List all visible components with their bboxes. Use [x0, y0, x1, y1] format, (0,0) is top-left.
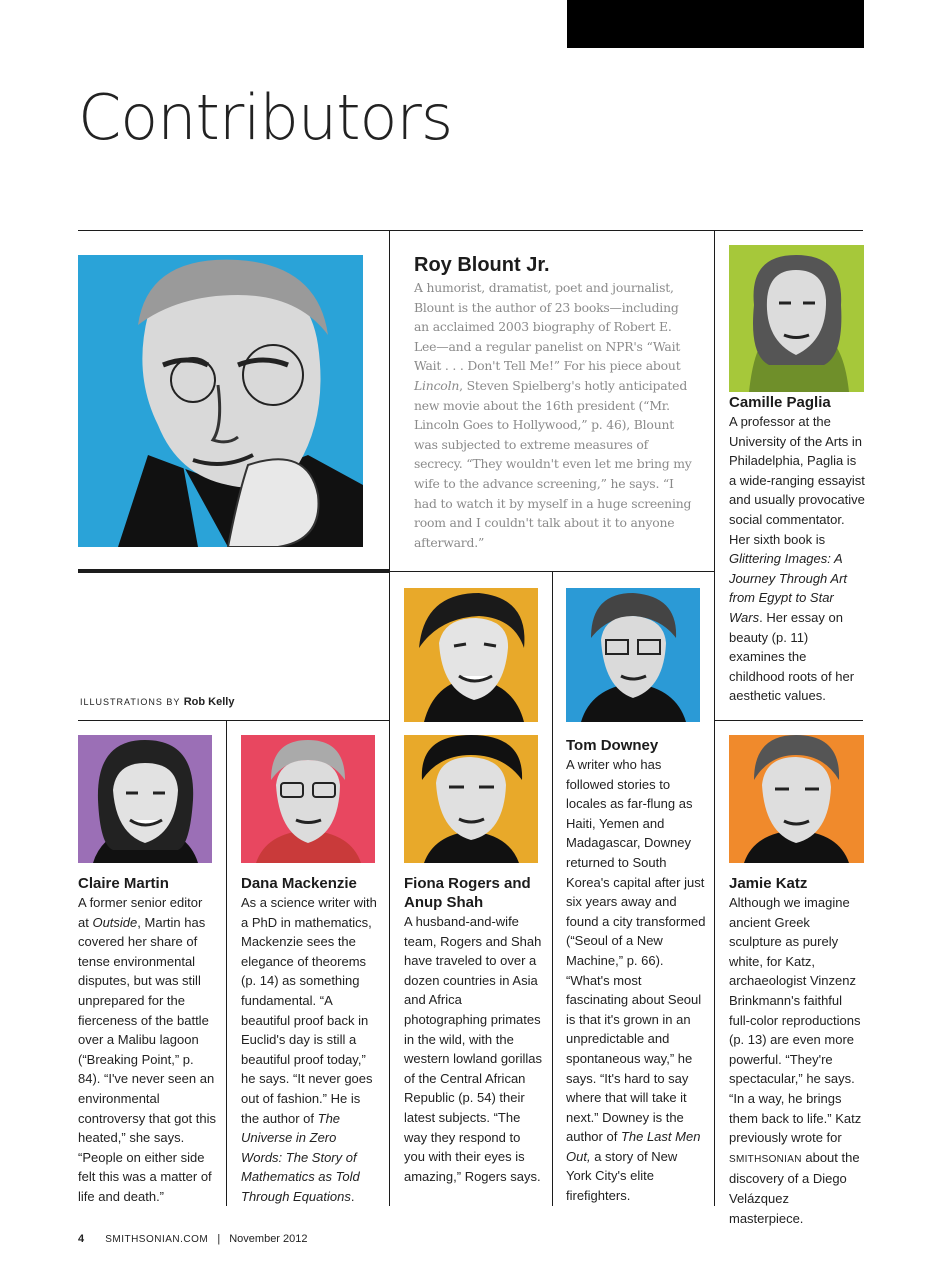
fiona-bio: A husband-and-wife team, Rogers and Shah have traveled to over a dozen countries in Asia and Africa photographing primates in the wild, with the western lowland gorillas of the Central African Republic (p. 54) their latest subjects. “The way they respond to you with their eyes is amazing,” Rogers says. [404, 914, 543, 1184]
fiona-name: Fiona Rogers and Anup Shah [404, 875, 531, 911]
camille-name: Camille Paglia [729, 394, 831, 411]
roy-bio-a: A humorist, dramatist, poet and journalist, Blount is the author of 23 books—including an acclaimed 2003 biography of Robert E. Lee—and a regular panelist on NPR's “Wait Wait . . . Don't Tell Me!” For his piece about [414, 280, 681, 374]
rule-top [78, 230, 863, 231]
tom-bio-em: The Last Men Out, [566, 1129, 701, 1164]
claire-bio-em: Outside [92, 914, 138, 930]
jamie-name: Jamie Katz [729, 875, 808, 892]
fiona-entry [404, 874, 542, 1186]
rule-fiona-tom [552, 571, 553, 1206]
illustration-credit [80, 696, 234, 708]
tom-bio-a: A writer who has followed stories to locales as far-flung as Haiti, Yemen and Madagascar, Downey returned to South Korea's capital after just six years away and found a city transformed (“Seoul of a New Machine,” p. 66). “What's most fascinating about Seoul is that it's grown in an unpredictable and spontaneous way,” he says. “It's hard to say where that will take it next.” Downey is the author of [566, 757, 706, 1145]
tom-portrait-icon [566, 588, 700, 722]
camille-bio-b: . Her essay on beauty (p. 11) examines the childhood roots of her aesthetic values. [729, 609, 855, 704]
credit-prefix: ILLUSTRATIONS BY [80, 697, 181, 707]
dana-bio-em: The Universe in Zero Words: The Story of Mathematics as Told Through Equations [241, 1110, 360, 1204]
tom-bio-b: a story of New York City's elite firefighters. [566, 1148, 678, 1204]
jamie-bio-a: Although we imagine ancient Greek sculpture as purely white, for Katz, archaeologist Vinzenz Brinkmann's faithful full-color reproductions (p. 13) are even more powerful. “They're spectacular,” he says. “In a way, he brings them back to life.” Katz previously wrote for [729, 895, 862, 1146]
jamie-bio [729, 893, 865, 1228]
header-black-bar [567, 0, 864, 48]
camille-entry [729, 393, 865, 706]
footer-separator: | [217, 1233, 221, 1245]
jamie-portrait-icon [729, 735, 864, 863]
claire-entry [78, 874, 216, 1207]
page-footer [78, 1233, 308, 1245]
rule-tom-jamie [714, 720, 715, 1206]
dana-bio-a: As a science writer with a PhD in mathematics, Mackenzie sees the elegance of theorems (p. 14) as something fundamental. “A beautiful proof back in Euclid's day is still a beautiful proof today,” he says. “It never goes out of fashion.” He is the author of [241, 895, 377, 1126]
dana-bio [241, 893, 379, 1207]
roy-portrait-icon [78, 255, 363, 547]
tom-bio [566, 755, 706, 1206]
claire-bio-b: , Martin has covered her share of tense environmental disputes, but was still unprepared for the fierceness of the battle over a Malibu lagoon (“Breaking Point,” p. 84). “I've never seen an environmental controversy that got this heated,” she says. “People on either side felt this was a matter of life and death.” [78, 914, 217, 1204]
footer-site: SMITHSONIAN.COM [105, 1234, 209, 1245]
roy-name: Roy Blount Jr. [414, 254, 550, 276]
dana-name: Dana Mackenzie [241, 875, 357, 892]
rule-lower-right [714, 720, 863, 721]
claire-name: Claire Martin [78, 875, 169, 892]
camille-bio-a: A professor at the University of the Arts in Philadelphia, Paglia is a wide-ranging essayist and usually provocative social commentator. Her sixth book is [729, 414, 865, 547]
claire-bio [78, 893, 216, 1207]
rule-dana-fiona [389, 720, 390, 1206]
dana-entry [241, 874, 379, 1207]
rule-camille-left [714, 230, 715, 720]
dana-bio-b: . [350, 1188, 355, 1204]
roy-entry [414, 252, 692, 552]
rule-roy-right [389, 230, 390, 720]
claire-bio-a: A former senior editor at [78, 895, 203, 930]
camille-portrait-icon [729, 245, 864, 392]
claire-portrait-icon [78, 735, 212, 863]
jamie-bio-sc: SMITHSONIAN [729, 1153, 802, 1165]
roy-bio-b: , Steven Spielberg's hotly anticipated new movie about the 16th president (“Mr. Lincoln Goes to Hollywood,” p. 46), Blount was subjected to extreme measures of secrecy. “They wouldn't even let me bring my wife to the advance screening,” he says. “I had to watch it by myself in a huge screening room and I couldn't talk about it to anyone afterward.” [414, 377, 692, 550]
rule-claire-dana [226, 720, 227, 1206]
rule-roy-bottom [78, 569, 389, 573]
jamie-bio-b: about the discovery of a Diego Velázquez masterpiece. [729, 1149, 860, 1226]
page-title: Contributors [78, 81, 453, 154]
footer-date: November 2012 [229, 1233, 308, 1245]
anup-portrait-icon [404, 735, 538, 863]
dana-portrait-icon [241, 735, 375, 863]
camille-bio-em: Glittering Images: A Journey Through Art from Egypt to Star Wars [729, 551, 848, 625]
roy-bio-em: Lincoln [414, 377, 460, 393]
credit-artist: Rob Kelly [183, 696, 235, 708]
tom-name: Tom Downey [566, 737, 659, 754]
fiona-portrait-icon [404, 588, 538, 722]
tom-entry [566, 736, 706, 1206]
camille-bio [729, 412, 865, 706]
page-number: 4 [78, 1233, 85, 1245]
jamie-entry [729, 874, 865, 1228]
rule-lower-left [78, 720, 389, 721]
roy-bio [414, 278, 692, 552]
